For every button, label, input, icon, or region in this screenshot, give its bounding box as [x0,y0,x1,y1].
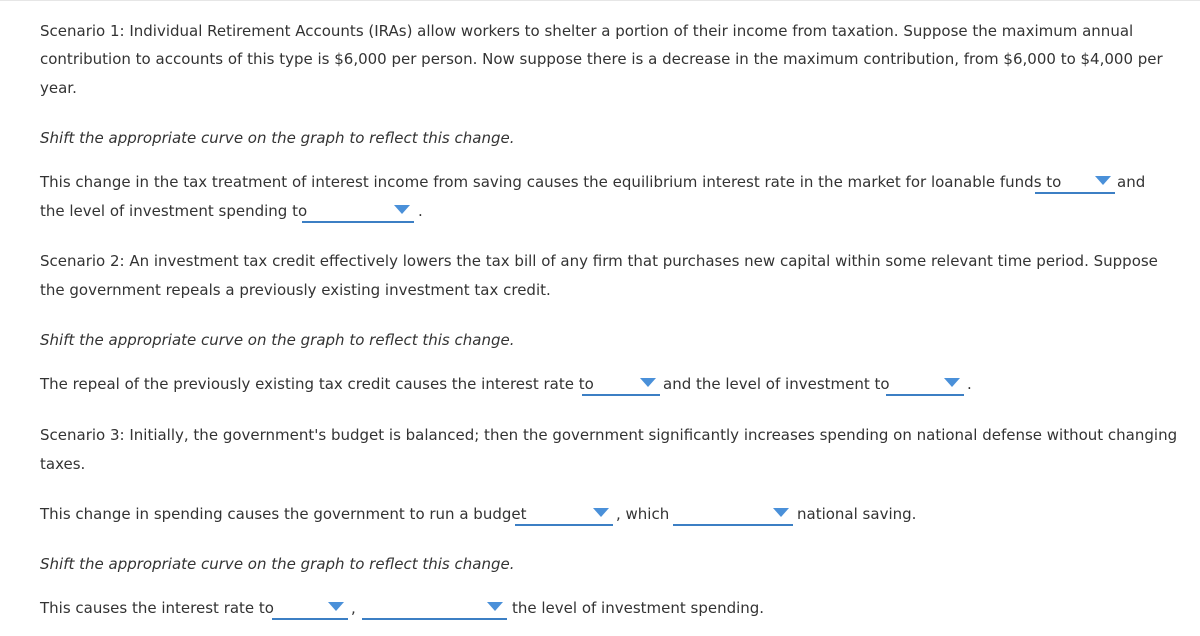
scenario3-instruction: Shift the appropriate curve on the graph to reflect this change. [40,555,515,573]
scenario3-investment-text: the level of investment spending. [512,599,765,617]
chevron-down-icon [593,508,609,517]
scenario1-period: . [418,202,423,220]
chevron-down-icon [487,602,503,611]
chevron-down-icon [394,205,410,214]
s3-interest-rate-dropdown[interactable] [272,598,348,620]
top-border [0,0,1200,1]
s3-connector-dropdown[interactable] [362,598,507,620]
chevron-down-icon [640,378,656,387]
scenario2-question-text: The repeal of the previously existing tax credit causes the interest rate to [40,375,594,393]
scenario2-period: . [967,375,972,393]
s2-interest-rate-dropdown[interactable] [582,374,660,396]
scenario3-national-saving-text: national saving. [797,505,917,523]
scenario3-text-line1: Scenario 3: Initially, the government's budget is balanced; then the government significantly increases spending on national defense without changing [40,426,1178,444]
scenario1-text-line1: Scenario 1: Individual Retirement Accounts (IRAs) allow workers to shelter a portion of their income from taxation. Suppose the maximum annual [40,22,1134,40]
scenario2-text-line2: the government repeals a previously existing investment tax credit. [40,281,551,299]
chevron-down-icon [1095,176,1111,185]
scenario3-question2-text: This causes the interest rate to [40,599,274,617]
scenario3-comma: , [351,599,356,617]
chevron-down-icon [944,378,960,387]
s1-investment-dropdown[interactable] [302,201,414,223]
s3-budget-dropdown[interactable] [515,504,613,526]
scenario2-mid-text: and the level of investment to [663,375,890,393]
scenario2-instruction: Shift the appropriate curve on the graph to reflect this change. [40,331,515,349]
scenario1-and-text: and [1117,173,1146,191]
s3-national-saving-dropdown[interactable] [673,504,793,526]
scenario3-question-text: This change in spending causes the government to run a budget [40,505,527,523]
chevron-down-icon [328,602,344,611]
scenario1-instruction: Shift the appropriate curve on the graph to reflect this change. [40,129,515,147]
scenario3-text-line2: taxes. [40,455,86,473]
s2-investment-dropdown[interactable] [886,374,964,396]
scenario1-question-text: This change in the tax treatment of interest income from saving causes the equilibrium interest rate in the market for loanable funds to [40,173,1062,191]
s1-interest-rate-dropdown[interactable] [1035,172,1115,194]
chevron-down-icon [773,508,789,517]
scenario2-text-line1: Scenario 2: An investment tax credit effectively lowers the tax bill of any firm that purchases new capital within some relevant time period. Suppose [40,252,1158,270]
scenario1-text-line2: contribution to accounts of this type is $6,000 per person. Now suppose there is a decrease in the maximum contribution, from $6,000 to $4,000 per [40,50,1163,68]
scenario1-text-line3: year. [40,79,77,97]
scenario3-which-text: , which [616,505,670,523]
scenario1-question-line2: the level of investment spending to [40,202,308,220]
